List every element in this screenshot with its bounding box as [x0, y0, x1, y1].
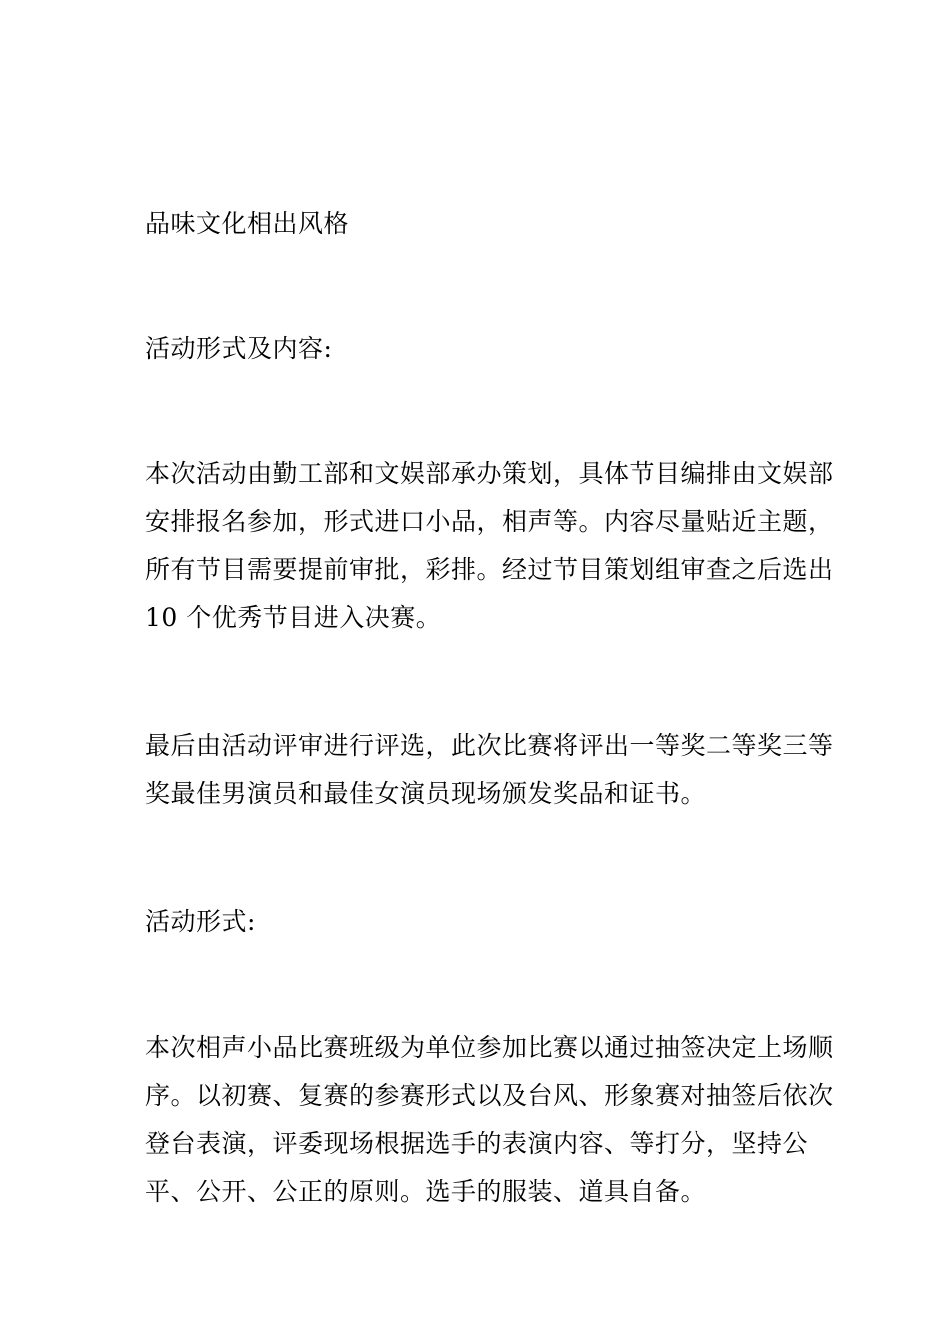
paragraph-heading-form-content: 活动形式及内容:	[145, 334, 333, 363]
paragraph-organization: 本次活动由勤工部和文娱部承办策划，具体节目编排由文娱部安排报名参加，形式进口小品，相声等。内容尽量贴近主题，所有节目需要提前审批，彩排。经过节目策划组审查之后选出 10 个优秀节目进入决赛。	[145, 459, 834, 632]
paragraph-rules: 本次相声小品比赛班级为单位参加比赛以通过抽签决定上场顺序。以初赛、复赛的参赛形式以及台风、形象赛对抽签后依次登台表演，评委现场根据选手的表演内容、等打分，坚持公平、公开、公正的原则。选手的服装、道具自备。	[145, 1033, 834, 1206]
paragraph-heading-form: 活动形式:	[145, 907, 256, 936]
paragraph-heading-style: 品味文化相出风格	[145, 209, 350, 238]
paragraph-awards: 最后由活动评审进行评选，此次比赛将评出一等奖二等奖三等奖最佳男演员和最佳女演员现场颁发奖品和证书。	[145, 731, 834, 808]
